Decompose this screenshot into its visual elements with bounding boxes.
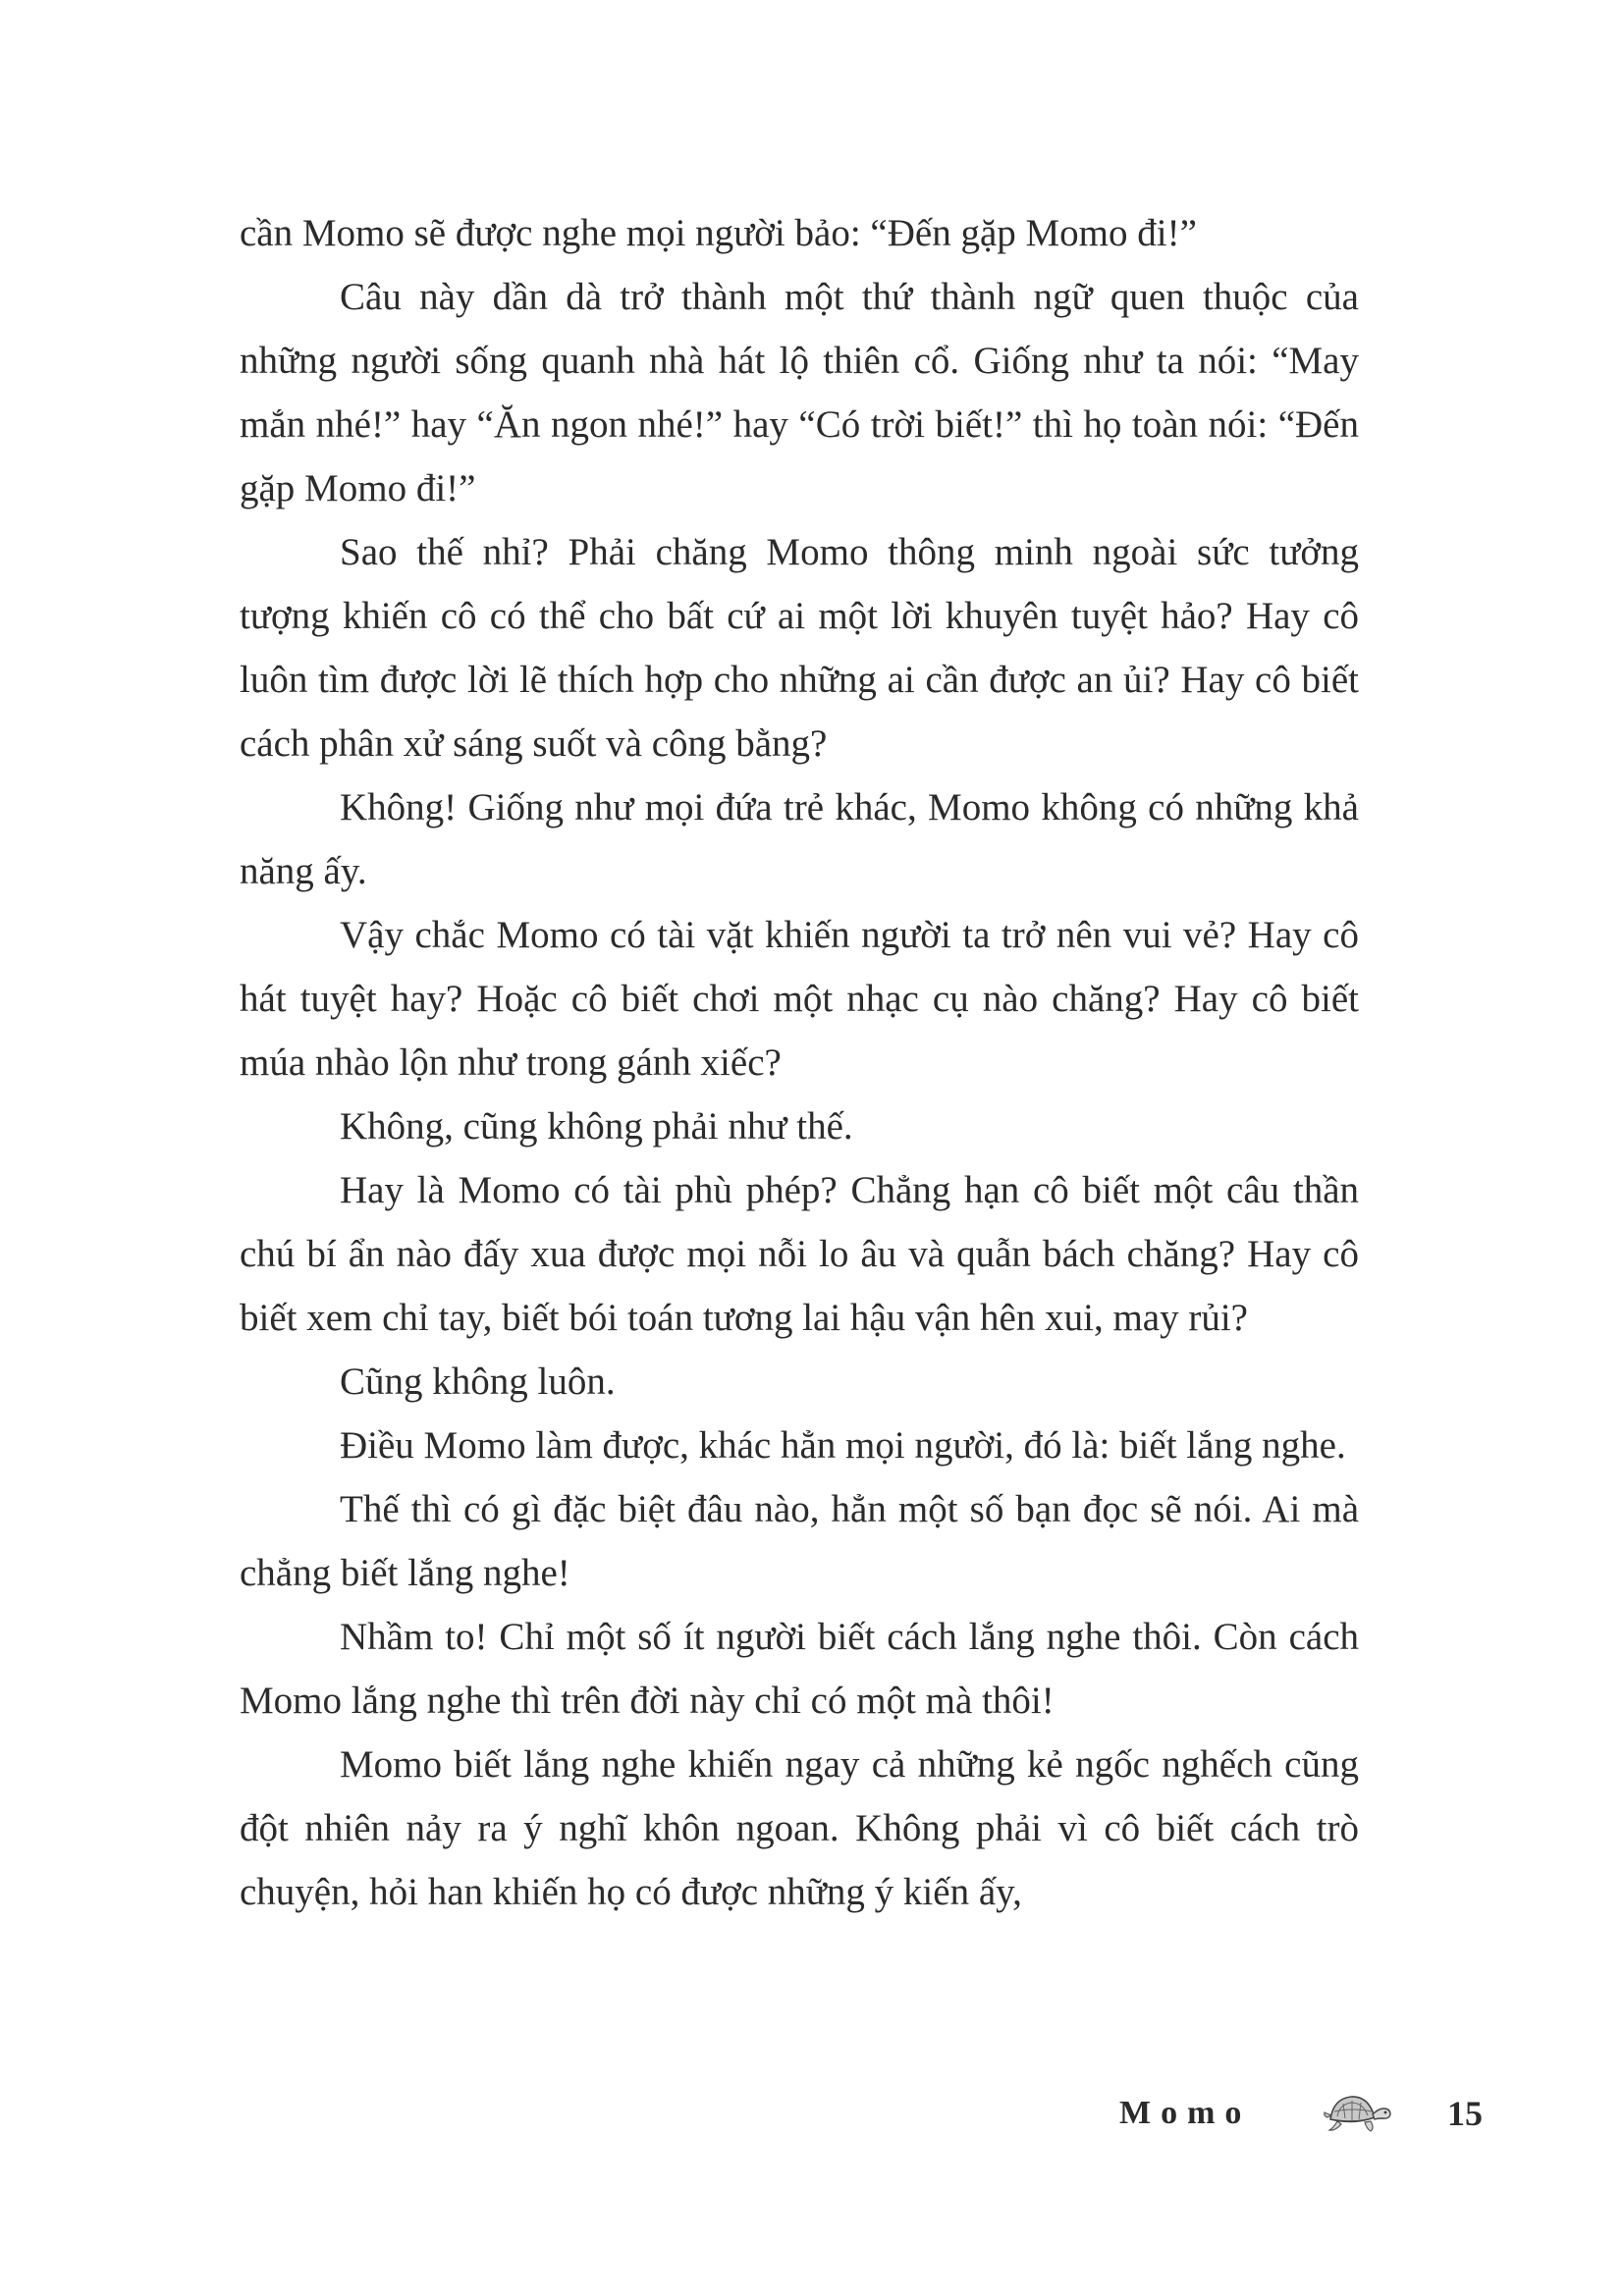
paragraph: Cũng không luôn.	[340, 1361, 616, 1403]
paragraph: cần Momo sẽ được nghe mọi người bảo: “Đến gặp Momo đi!”	[240, 212, 1197, 254]
paragraph: Điều Momo làm được, khác hẳn mọi người, đó là: biết lắng nghe.	[340, 1424, 1346, 1467]
paragraph: Thế thì có gì đặc biệt đâu nào, hẳn một số bạn đọc sẽ nói. Ai mà chẳng biết lắng nghe!	[240, 1488, 1359, 1594]
paragraph: Không, cũng không phải như thế.	[340, 1105, 853, 1148]
paragraph: Sao thế nhỉ? Phải chăng Momo thông minh ngoài sức tưởng tượng khiến cô có thể cho bất cứ ai một lời khuyên tuyệt hảo? Hay cô luôn tìm được lời lẽ thích hợp cho những ai cần được an ủi? Hay cô biết cách phân xử sáng suốt và công bằng?	[240, 531, 1359, 765]
turtle-icon	[1322, 2091, 1392, 2134]
running-title: Momo	[1119, 2095, 1252, 2131]
paragraph: Hay là Momo có tài phù phép? Chẳng hạn cô biết một câu thần chú bí ẩn nào đấy xua được mọi nỗi lo âu và quẫn bách chăng? Hay cô biết xem chỉ tay, biết bói toán tương lai hậu vận hên xui, may rủi?	[240, 1169, 1359, 1339]
body-text	[240, 201, 1359, 1924]
paragraph: Vậy chắc Momo có tài vặt khiến người ta trở nên vui vẻ? Hay cô hát tuyệt hay? Hoặc cô biết chơi một nhạc cụ nào chăng? Hay cô biết múa nhào lộn như trong gánh xiếc?	[240, 914, 1359, 1084]
paragraph: Không! Giống như mọi đứa trẻ khác, Momo không có những khả năng ấy.	[240, 786, 1359, 892]
paragraph: Momo biết lắng nghe khiến ngay cả những kẻ ngốc nghếch cũng đột nhiên nảy ra ý nghĩ khôn ngoan. Không phải vì cô biết cách trò chuyện, hỏi han khiến họ có được những ý kiến ấy,	[240, 1743, 1359, 1913]
paragraph: Nhầm to! Chỉ một số ít người biết cách lắng nghe thôi. Còn cách Momo lắng nghe thì trên đời này chỉ có một mà thôi!	[240, 1616, 1359, 1722]
page-number: 15	[1447, 2094, 1483, 2133]
page-footer	[0, 2089, 1624, 2148]
paragraph: Câu này dần dà trở thành một thứ thành ngữ quen thuộc của những người sống quanh nhà hát lộ thiên cổ. Giống như ta nói: “May mắn nhé!” hay “Ăn ngon nhé!” hay “Có trời biết!” thì họ toàn nói: “Đến gặp Momo đi!”	[240, 276, 1359, 509]
